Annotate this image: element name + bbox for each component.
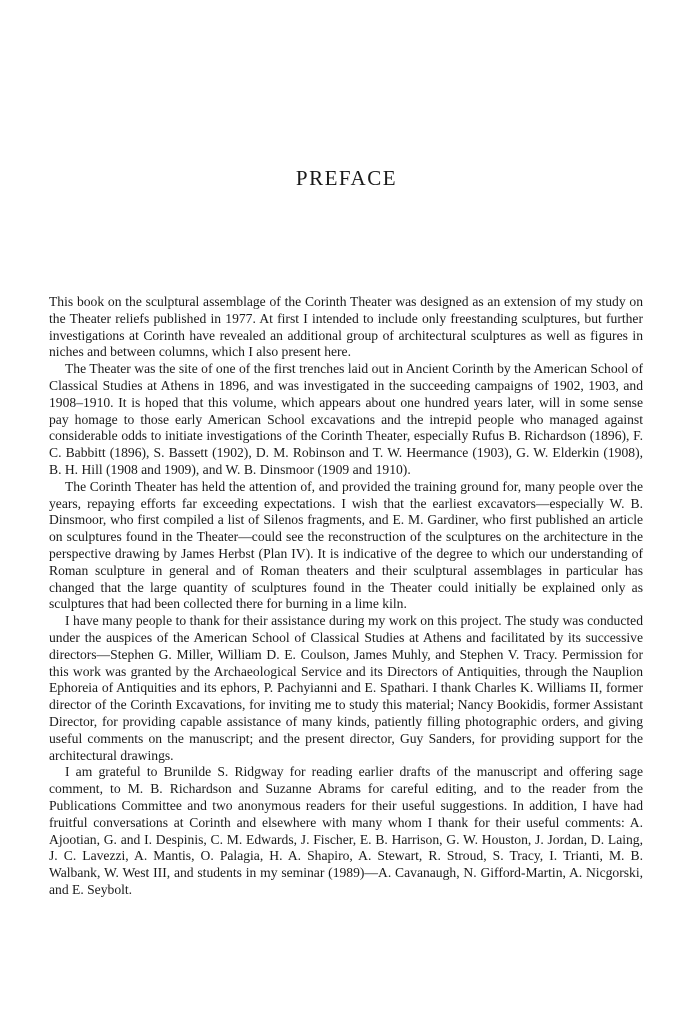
paragraph-4: I have many people to thank for their assistance during my work on this project. The study was conducted under the auspices of the American School of Classical Studies at Athens and facilitated by its successive directors—Stephen G. Miller, William D. E. Coulson, James Muhly, and Stephen V. Tracy. Permission for this work was granted by the Archaeological Service and its Directors of Antiquities, through the Nauplion Ephoreia of Antiquities and its ephors, P. Pachyianni and E. Spathari. I thank Charles K. Williams II, former director of the Corinth Excavations, for inviting me to study this material; Nancy Bookidis, former Assistant Director, for providing capable assistance of many kinds, patiently filling photographic orders, and giving useful comments on the manuscript; and the present director, Guy Sanders, for providing support for the architectural drawings. <box>49 613 643 763</box>
preface-body <box>49 294 643 899</box>
paragraph-5: I am grateful to Brunilde S. Ridgway for reading earlier drafts of the manuscript and offering sage comment, to M. B. Richardson and Suzanne Abrams for careful editing, and to the reader from the Publications Committee and two anonymous readers for their useful suggestions. In addition, I have had fruitful conversations at Corinth and elsewhere with many whom I thank for their useful comments: A. Ajootian, G. and I. Despinis, C. M. Edwards, J. Fischer, E. B. Harrison, G. W. Houston, J. Jordan, D. Laing, J. C. Lavezzi, A. Mantis, O. Palagia, H. A. Shapiro, A. Stewart, R. Stroud, S. Tracy, I. Trianti, M. B. Walbank, W. West III, and students in my seminar (1989)—A. Cavanaugh, N. Gifford-Martin, A. Nicgorski, and E. Seybolt. <box>49 764 643 897</box>
paragraph-2: The Theater was the site of one of the first trenches laid out in Ancient Corinth by the American School of Classical Studies at Athens in 1896, and was investigated in the succeeding campaigns of 1902, 1903, and 1908–1910. It is hoped that this volume, which appears about one hundred years later, will in some sense pay homage to those early American School excavations and the intrepid people who managed against considerable odds to initiate investigations of the Corinth Theater, especially Rufus B. Richardson (1896), F. C. Babbitt (1896), S. Bassett (1902), D. M. Robinson and T. W. Heermance (1903), G. W. Elderkin (1908), B. H. Hill (1908 and 1909), and W. B. Dinsmoor (1909 and 1910). <box>49 361 643 477</box>
page-title: PREFACE <box>295 166 398 190</box>
paragraph-1: This book on the sculptural assemblage of the Corinth Theater was designed as an extension of my study on the Theater reliefs published in 1977. At first I intended to include only freestanding sculptures, but further investigations at Corinth have revealed an additional group of architectural sculptures as well as figures in niches and between columns, which I also present here. <box>49 294 643 360</box>
paragraph-3: The Corinth Theater has held the attention of, and provided the training ground for, many people over the years, repaying efforts far exceeding expectations. I wish that the earliest excavators—especially W. B. Dinsmoor, who first compiled a list of Silenos fragments, and E. M. Gardiner, who first published an article on sculptures found in the Theater—could see the reconstruction of the sculptures on the architecture in the perspective drawing by James Herbst (Plan IV). It is indicative of the degree to which our understanding of Roman sculpture in general and of Roman theaters and their sculptural assemblages in particular has changed that the large quantity of sculptures found in the Theater could initially be explained only as sculptures that had been collected there for burning in a lime kiln. <box>49 478 643 612</box>
